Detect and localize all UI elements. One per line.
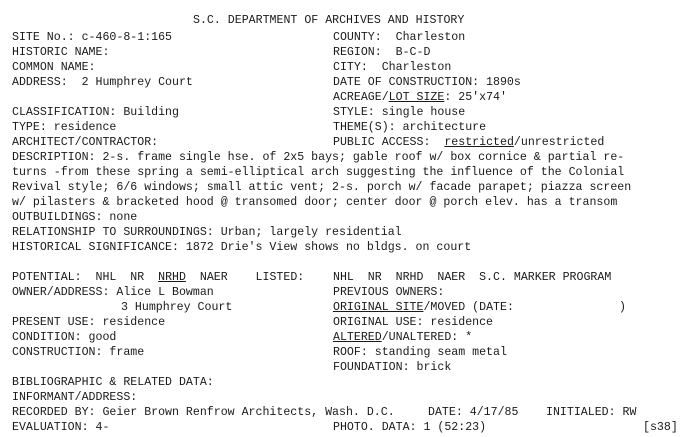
- recorded-by: RECORDED BY: Geier Brown Renfrow Architects, Wash. D.C.: [12, 406, 395, 419]
- region: REGION: B-C-D: [333, 46, 431, 59]
- lot-size-label: LOT SIZE: [388, 91, 445, 104]
- original-site-label: ORIGINAL SITE: [333, 301, 424, 314]
- description-line: turns -from these spring a semi-elliptical arch suggesting the influence of the Colonial: [12, 166, 625, 179]
- type: TYPE: residence: [12, 121, 117, 134]
- altered-label: ALTERED: [333, 331, 382, 344]
- potential-label: POTENTIAL: NHL NR: [12, 271, 159, 284]
- unrestricted-option: /unrestricted: [513, 136, 605, 149]
- city: CITY: Charleston: [333, 61, 452, 74]
- public-access-label: PUBLIC ACCESS:: [333, 136, 445, 149]
- outbuildings: OUTBUILDINGS: none: [12, 211, 138, 224]
- present-use: PRESENT USE: residence: [12, 316, 166, 329]
- description-line: Revival style; 6/6 windows; small attic vent; 2-s. porch w/ facade parapet; piazza screen: [12, 181, 632, 194]
- architect-contractor: ARCHITECT/CONTRACTOR:: [12, 136, 159, 149]
- listed-options: NHL NR NRHD NAER S.C. MARKER PROGRAM: [333, 271, 612, 284]
- lot-size-value: : 25'x74': [444, 91, 507, 104]
- moved-date-label: /MOVED (DATE:: [423, 301, 514, 314]
- moved-date-close: ): [619, 301, 626, 314]
- initialed: INITIALED: RW: [546, 406, 637, 419]
- style: STYLE: single house: [333, 106, 466, 119]
- condition: CONDITION: good: [12, 331, 117, 344]
- site-number: SITE No.: c-460-8-1:165: [12, 31, 173, 44]
- original-use: ORIGINAL USE: residence: [333, 316, 494, 329]
- classification: CLASSIFICATION: Building: [12, 106, 179, 119]
- roof: ROOF: standing seam metal: [333, 346, 507, 359]
- acreage-label: ACREAGE/: [333, 91, 389, 104]
- owner-address: OWNER/ADDRESS: Alice L Bowman: [12, 286, 214, 299]
- relationship-to-surroundings: RELATIONSHIP TO SURROUNDINGS: Urban; largely residential: [12, 226, 402, 239]
- potential-nrhd: NRHD: [158, 271, 186, 284]
- altered: [333, 331, 472, 346]
- construction: CONSTRUCTION: frame: [12, 346, 145, 359]
- public-access: [333, 136, 604, 151]
- owner-address-line2: 3 Humphrey Court: [121, 301, 233, 314]
- card-header: S.C. DEPARTMENT OF ARCHIVES AND HISTORY: [193, 14, 465, 27]
- previous-owners: PREVIOUS OWNERS:: [333, 286, 445, 299]
- description-line: DESCRIPTION: 2-s. frame single hse. of 2x5 bays; gable roof w/ box cornice & partial re-: [12, 151, 625, 164]
- historic-name: HISTORIC NAME:: [12, 46, 110, 59]
- description-line: w/ pilasters & bracketed hood @ transomed door; center door @ porch elev. has a transom: [12, 196, 618, 209]
- evaluation: EVALUATION: 4-: [12, 421, 110, 434]
- restricted-option: restricted: [444, 136, 514, 149]
- bibliographic-data: BIBLIOGRAPHIC & RELATED DATA:: [12, 376, 214, 389]
- foundation: FOUNDATION: brick: [333, 361, 452, 374]
- unaltered-label: /UNALTERED: *: [381, 331, 473, 344]
- photo-data: PHOTO. DATA: 1 (52:23): [333, 421, 487, 434]
- potential-rest: NAER LISTED:: [185, 271, 305, 284]
- date-of-construction: DATE OF CONSTRUCTION: 1890s: [333, 76, 521, 89]
- common-name: COMMON NAME:: [12, 61, 96, 74]
- card-code: [s38]: [643, 421, 678, 434]
- acreage-lot-size: [333, 91, 507, 106]
- recorded-date: DATE: 4/17/85: [428, 406, 519, 419]
- original-site: [333, 301, 514, 316]
- themes: THEME(S): architecture: [333, 121, 487, 134]
- informant-address: INFORMANT/ADDRESS:: [12, 391, 138, 404]
- address: ADDRESS: 2 Humphrey Court: [12, 76, 193, 89]
- county: COUNTY: Charleston: [333, 31, 466, 44]
- historical-significance: HISTORICAL SIGNIFICANCE: 1872 Drie's View shows no bldgs. on court: [12, 241, 472, 254]
- potential: [12, 271, 304, 286]
